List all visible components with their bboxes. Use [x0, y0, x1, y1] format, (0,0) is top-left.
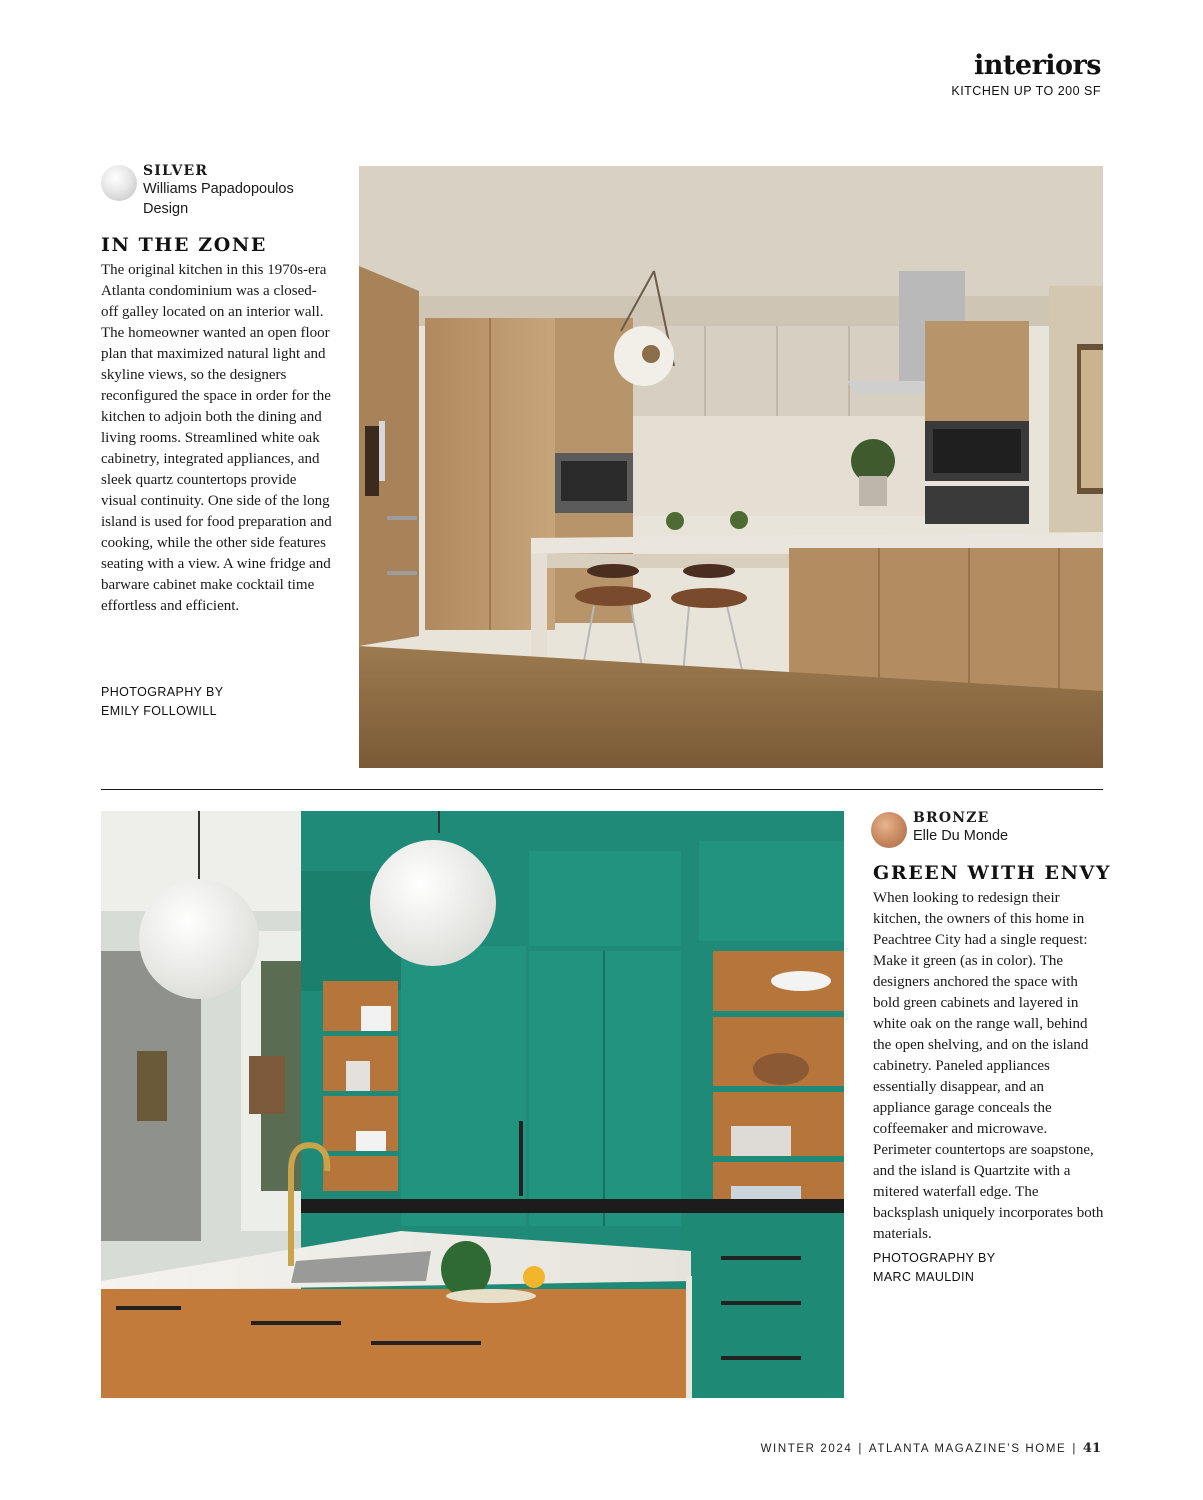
category-label: KITCHEN UP TO 200 SF [951, 84, 1101, 98]
award-info [913, 809, 1008, 847]
silver-medal-icon [101, 165, 137, 201]
designer-name-line1: Williams Papadopoulos [143, 181, 294, 197]
publication-name: ATLANTA MAGAZINE’S HOME [868, 1443, 1067, 1455]
photo-credit-bronze [873, 1249, 996, 1287]
issue-label: WINTER 2024 [760, 1443, 853, 1455]
designer-name-line2: Design [143, 200, 189, 217]
footer-separator: | [1072, 1443, 1077, 1455]
photo-credit-silver [101, 683, 224, 721]
footer-separator: | [858, 1443, 863, 1455]
page-footer [761, 1441, 1101, 1456]
credit-label: PHOTOGRAPHY BY [101, 685, 224, 699]
headline-in-the-zone: IN THE ZONE [101, 234, 267, 256]
kitchen-photo-silver [359, 166, 1103, 768]
credit-label: PHOTOGRAPHY BY [873, 1251, 996, 1265]
photographer-name: MARC MAULDIN [873, 1270, 975, 1284]
award-bronze [871, 809, 1008, 848]
designer-name: Elle Du Monde [913, 828, 1009, 844]
article-body-bronze: When looking to redesign their kitchen, the owners of this home in Peachtree City had a single request: Make it green (as in color). The designers anchored the space with bold green cabinets and layered in white oak on the range wall, behind the open shelving, and on the island cabinetry. Paneled appliances essentially disappear, and an appliance garage conceals the coffeemaker and microwave. Perimeter countertops are soapstone, and the island is Quartzite with a mitered waterfall edge. The backsplash uniquely incorporates both materials. [873, 890, 1104, 1242]
photographer-name: EMILY FOLLOWILL [101, 704, 217, 718]
headline-green-with-envy: GREEN WITH ENVY [873, 862, 1112, 884]
award-level: BRONZE [913, 810, 990, 826]
article-body-silver: The original kitchen in this 1970s-era Atlanta condominium was a closed-off galley located on an interior wall. The homeowner wanted an open floor plan that maximized natural light and skyline views, so the designers reconfigured the space in order for the kitchen to adjoin both the dining and living rooms. Streamlined white oak cabinetry, integrated appliances, and sleek quartz countertops provide visual continuity. One side of the long island is used for food preparation and cooking, while the other side features seating with a view. A wine fridge and barware cabinet make cocktail time effortless and efficient. [101, 262, 332, 614]
section-divider [101, 789, 1103, 790]
kitchen-photo-bronze [101, 811, 844, 1398]
bronze-medal-icon [871, 812, 907, 848]
page-number: 41 [1082, 1441, 1101, 1456]
award-silver [101, 162, 294, 219]
section-title: interiors [974, 50, 1101, 81]
award-level: SILVER [143, 163, 209, 179]
award-info [143, 162, 294, 219]
